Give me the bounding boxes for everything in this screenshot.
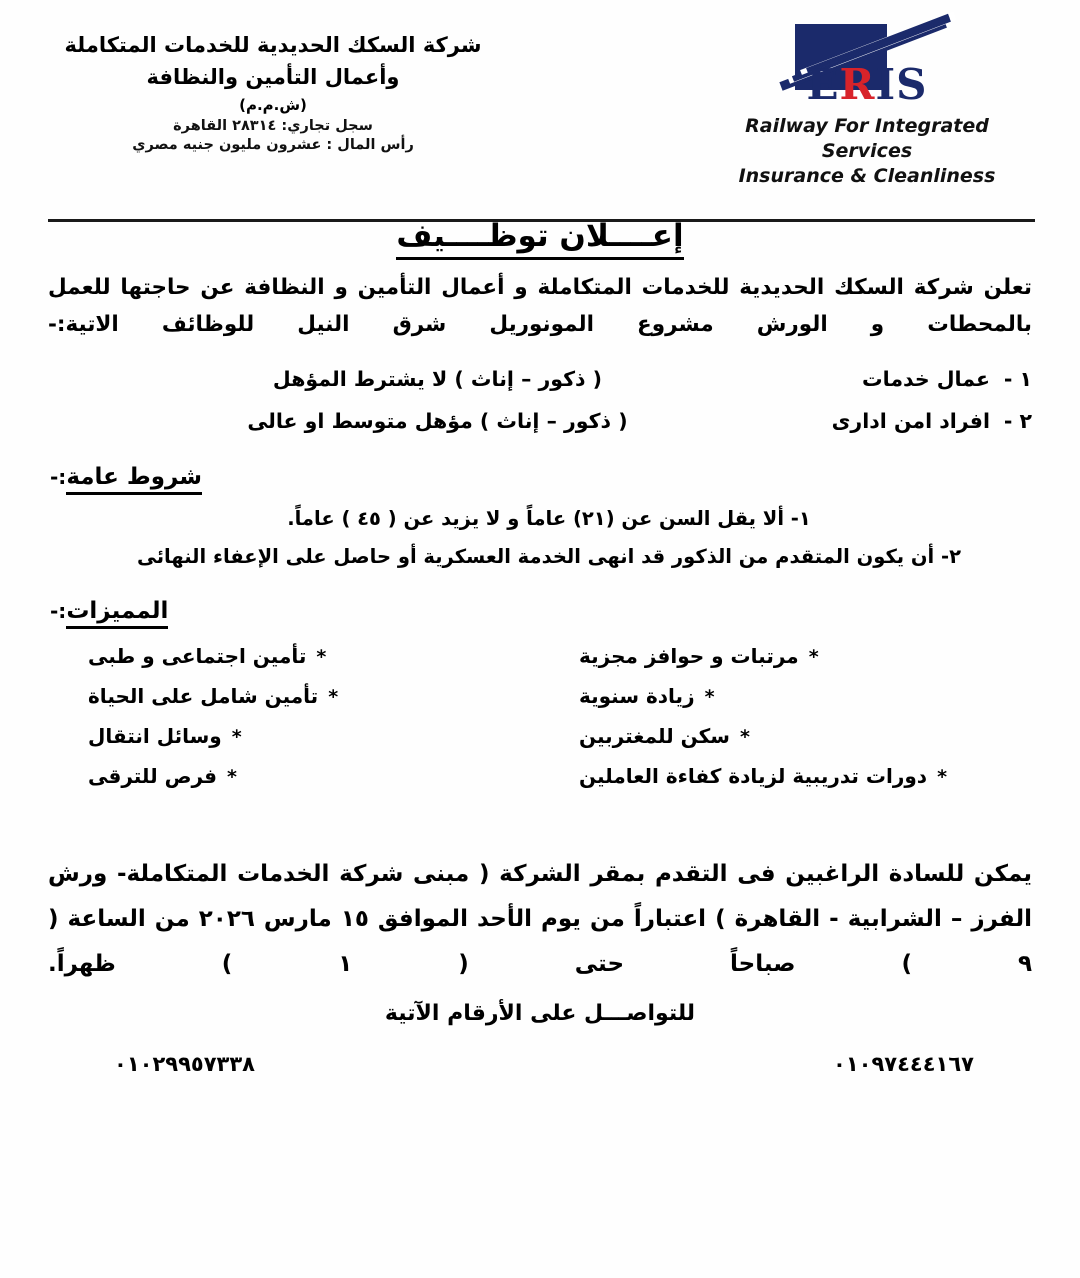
benefit-item [541, 716, 1032, 756]
asterisk-bullet-icon: * [739, 726, 750, 748]
header-divider [48, 219, 1035, 222]
commercial-register: سجل تجاري: ٢٨٣١٤ القاهرة [173, 117, 373, 134]
job-number: ١ - [1003, 366, 1032, 391]
benefits-heading-suffix: :- [50, 599, 67, 623]
asterisk-bullet-icon: * [316, 646, 327, 668]
document-content [0, 218, 1080, 1076]
logo-tagline [702, 114, 1032, 189]
benefit-item [48, 716, 541, 756]
benefit-item [48, 756, 541, 796]
benefits-row [48, 636, 1032, 676]
job-list-item [48, 400, 1032, 442]
conditions-heading [48, 464, 1032, 490]
benefit-item [541, 756, 1032, 796]
company-capital: رأس المال : عشرون مليون جنيه مصري [132, 137, 414, 154]
asterisk-bullet-icon: * [227, 766, 237, 788]
benefit-label: دورات تدريبية لزيادة كفاءة العاملين [579, 764, 928, 788]
asterisk-bullet-icon: * [937, 766, 948, 788]
logo-tagline-line2: Services [821, 140, 913, 163]
asterisk-bullet-icon: * [328, 686, 339, 708]
phone-number-right[interactable]: ٠١٠٩٧٤٤٤١٦٧ [833, 1051, 974, 1076]
benefit-label: تأمين اجتماعى و طبى [88, 644, 307, 668]
benefit-label: مرتبات و حوافز مجزية [579, 644, 799, 668]
conditions-list [48, 500, 1032, 576]
job-list [48, 358, 1032, 442]
benefit-label: فرص للترقى [88, 764, 218, 788]
benefit-item [48, 636, 541, 676]
benefits-row [48, 716, 1032, 756]
company-name-line2: وأعمال التأمين والنظافة [146, 64, 400, 89]
logo-letter-i: I [875, 60, 897, 109]
condition-item: ١- ألا يقل السن عن (٢١) عاماً و لا يزيد عن ( ٤٥ ) عاماً. [287, 506, 811, 530]
benefits-row [48, 676, 1032, 716]
benefits-row [48, 756, 1032, 796]
benefit-label: تأمين شامل على الحياة [88, 684, 319, 708]
company-identity-block [48, 16, 488, 156]
contact-instruction: للتواصـــل على الأرقام الآتية [384, 1000, 696, 1026]
benefit-label: سكن للمغتربين [579, 724, 730, 748]
logo-tagline-line3: Insurance & Cleanliness [738, 165, 996, 188]
eris-logo-icon [767, 20, 967, 112]
job-number: ٢ - [1003, 408, 1032, 433]
intro-paragraph: تعلن شركة السكك الحديدية للخدمات المتكاملة و أعمال التأمين و النظافة عن حاجتها للعمل بالمحطات و الورش مشروع المونوريل شرق النيل للوظائف الاتية:- [48, 275, 1032, 337]
benefit-label: زيادة سنوية [579, 684, 695, 708]
job-requirement: ( ذكور – إناث ) مؤهل متوسط او عالى [247, 408, 628, 433]
benefits-heading-label: المميزات [66, 598, 168, 629]
condition-item: ٢- أن يكون المتقدم من الذكور قد انهى الخدمة العسكرية أو حاصل على الإعفاء النهائى [136, 544, 962, 568]
benefit-item [541, 676, 1032, 716]
legal-form: (ش.م.م) [239, 96, 307, 114]
job-title: افراد امن ادارى [831, 408, 990, 433]
benefits-heading [48, 598, 1032, 624]
company-name-line1: شركة السكك الحديدية للخدمات المتكاملة [64, 33, 482, 57]
page-title [48, 218, 1032, 254]
asterisk-bullet-icon: * [704, 686, 715, 708]
benefit-label: وسائل انتقال [88, 724, 222, 748]
conditions-heading-suffix: :- [50, 464, 67, 489]
logo-wordmark [767, 60, 967, 109]
conditions-heading-label: شروط عامة [66, 464, 202, 495]
benefits-grid [48, 636, 1032, 796]
job-title: عمال خدمات [862, 366, 990, 391]
logo-letter-r: R [839, 60, 876, 109]
benefit-item [541, 636, 1032, 676]
phone-numbers [48, 1052, 1032, 1076]
logo-tagline-line1: Railway For Integrated [745, 115, 989, 137]
job-list-item [48, 358, 1032, 400]
phone-number-left[interactable]: ٠١٠٢٩٩٥٧٣٣٨ [114, 1051, 255, 1076]
job-requirement: ( ذكور – إناث ) لا يشترط المؤهل [272, 366, 603, 391]
benefit-item [48, 676, 541, 716]
asterisk-bullet-icon: * [808, 646, 819, 668]
logo-letter-s: S [896, 60, 928, 109]
page-title-text: إعــــلان توظــــيف [396, 218, 683, 260]
asterisk-bullet-icon: * [231, 726, 242, 748]
logo-letter-e: E [806, 60, 840, 109]
company-logo-block [702, 16, 1032, 189]
application-instructions: يمكن للسادة الراغبين فى التقدم بمقر الشركة ( مبنى شركة الخدمات المتكاملة- ورش الفرز – الشرابية - القاهرة ) اعتباراً من يوم الأحد الموافق ١٥ مارس ٢٠٢٦ من الساعة ( ٩ ) صباحاً حتى ( ١ ) ظهراً. [48, 861, 1032, 977]
document-header [0, 0, 1080, 200]
